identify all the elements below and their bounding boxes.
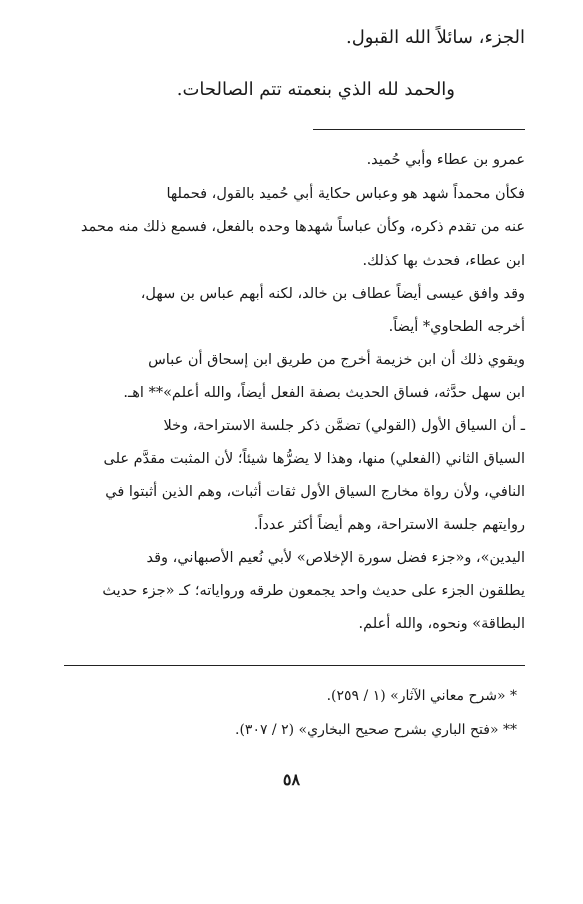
body-line: عمرو بن عطاء وأبي حُميد. [366,152,525,168]
footnote: * «شرح معاني الآثار» (١ / ٢٥٩). [326,688,517,704]
body-line: أخرجه الطحاوي* أيضاً. [388,319,525,335]
body-line: ويقوي ذلك أن ابن خزيمة أخرج من طريق ابن إسحاق أن عباس [148,352,525,368]
closing-line-2: والحمد لله الذي بنعمته تتم الصالحات. [176,79,455,100]
body-line: البطاقة» ونحوه، والله أعلم. [358,616,525,632]
body-line: يطلقون الجزء على حديث واحد يجمعون طرقه ورواياته؛ كـ «جزء حديث [102,583,525,599]
body-line: ابن سهل حدَّثه، فساق الحديث بصفة الفعل أيضاً، والله أعلم»** اهـ. [123,385,525,401]
body-line: فكأن محمداً شهد هو وعباس حكاية أبي حُميد بالقول، فحملها [166,186,525,202]
body-line: وقد وافق عيسى أيضاً عطاف بن خالد، لكنه أبهم عباس بن سهل، [140,286,525,302]
section-divider [313,129,525,130]
page-number: ٥٨ [282,770,301,789]
footnote: ** «فتح الباري بشرح صحيح البخاري» (٢ / ٣٠٧). [235,722,517,738]
footnote-divider [64,665,525,666]
body-line: ـ أن السياق الأول (القولي) تضمَّن ذكر جلسة الاستراحة، وخلا [163,418,525,434]
body-line: السياق الثاني (الفعلي) منها، وهذا لا يضرُّها شيئاً؛ لأن المثبت مقدَّم على [103,451,525,467]
body-line: عنه من تقدم ذكره، وكأن عباساً شهدها وحده بالفعل، فسمع ذلك منه محمد [80,219,525,235]
body-line: النافي، ولأن رواة مخارج السياق الأول ثقات أثبات، وهم الذين أثبتوا في [105,484,525,500]
body-line: روايتهم جلسة الاستراحة، وهم أيضاً أكثر عدداً. [253,517,525,533]
closing-line-1: الجزء، سائلاً الله القبول. [345,27,525,48]
body-line: اليدين»، و«جزء فضل سورة الإخلاص» لأبي نُعيم الأصبهاني، وقد [146,550,525,566]
body-line: ابن عطاء، فحدث بها كذلك. [362,253,525,269]
